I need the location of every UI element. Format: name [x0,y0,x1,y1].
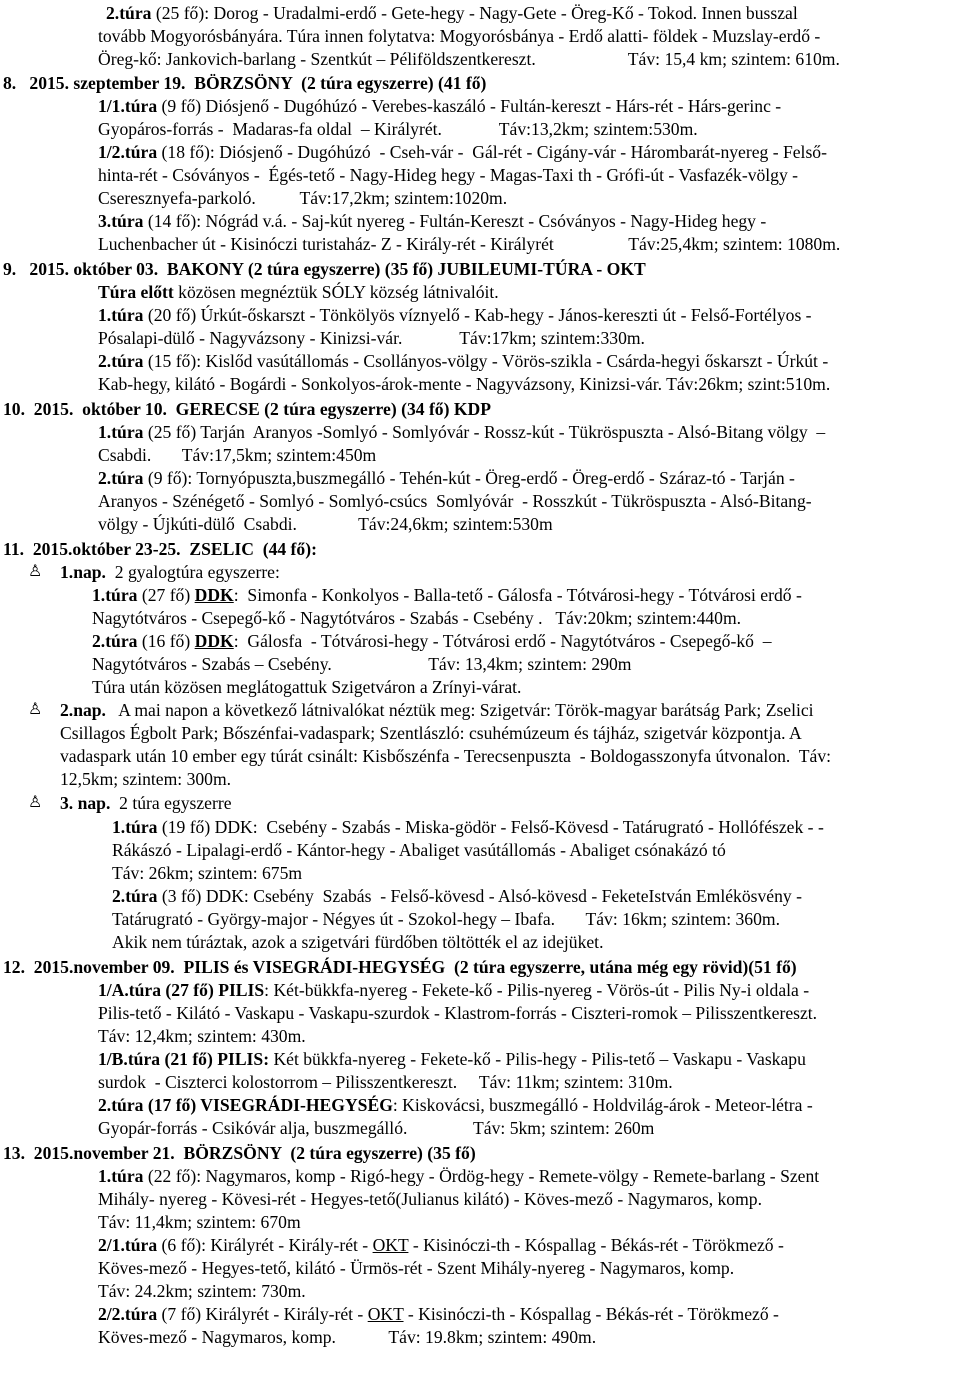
text-segment: 2.nap. [60,700,106,720]
text-line [98,1234,784,1256]
text-segment: 3.túra [98,211,144,231]
text-line [98,350,828,372]
text-segment: 2.túra [98,351,144,371]
text-segment: 2.túra [106,3,152,23]
text-line [98,513,553,535]
text-segment: Táv: 12,4km; szintem: 430m. [98,1026,306,1046]
text-segment: 2.túra (17 fő) VISEGRÁDI-HEGYSÉG [98,1095,393,1115]
text-segment: Öreg-kő: Jankovich-barlang - Szentkút – Péliföldszentkereszt. Táv: 15,4 km; szintem: 610m. [98,49,840,69]
text-line [60,722,802,744]
text-segment: Két bükkfa-nyereg - Fekete-kő - Pilis-hegy - Pilis-tető – Vaskapu - Vaskapu [269,1049,806,1069]
text-segment: Táv: 11,4km; szintem: 670m [98,1212,301,1232]
text-line [60,745,831,767]
text-segment: (6 fő): Királyrét - Király-rét - [157,1235,373,1255]
text-segment: (14 fő): Nógrád v.á. - Saj-kút nyereg - Fultán-Kereszt - Csóványos - Nagy-Hideg hegy - [143,211,767,231]
text-segment: Luchenbacher út - Kisinóczi turistaház- Z - Király-rét - Királyrét Táv:25,4km; szintem: 1080m. [98,234,841,254]
text-line [98,1211,301,1233]
text-segment: OKT [372,1235,409,1255]
text-segment: 1.túra [98,305,144,325]
text-line [92,607,741,629]
text-line [3,72,486,94]
text-segment: tovább Mogyorósbányára. Túra innen folytatva: Mogyorósbánya - Erdő alatti- földek - Muzslay-erdő - [98,26,821,46]
text-segment: Táv: 24.2km; szintem: 730m. [98,1281,306,1301]
text-segment: 12,5km; szintem: 300m. [60,769,232,789]
text-segment: hinta-rét - Csóványos - Égés-tető - Nagy-Hideg hegy - Magas-Taxi th - Grófi-út - Vasfazék-völgy - [98,165,799,185]
text-line [98,1188,762,1210]
text-line [3,1142,476,1164]
text-line [92,584,802,606]
text-segment: 3. nap. [60,793,111,813]
text-segment: Köves-mező - Hegyes-tető, kilátó - Ürmös-rét - Szent Mihály-nyereg - Nagymaros, komp. [98,1258,735,1278]
text-line [98,1071,673,1093]
text-segment: 1/1.túra [98,96,158,116]
text-segment: 11. 2015.október 23-25. ZSELIC (44 fő): [3,539,317,559]
text-line [98,1048,806,1070]
text-line [98,1165,819,1187]
text-segment: vadaspark után 10 ember egy túrát csinált: Kisbőszénfa - Terecsenpuszta - Boldogasszonyfa útvonalon. Táv: [60,746,832,766]
text-line [3,398,491,420]
hiker-icon: ♙ [28,794,43,811]
text-line [98,48,840,70]
text-line [92,630,772,652]
text-segment: 12. 2015.november 09. PILIS és VISEGRÁDI-HEGYSÉG (2 túra egyszerre, utána még egy rövid)(51 fő) [3,957,797,977]
text-segment: Pósalapi-dülő - Nagyvázsony - Kinizsi-vár. Táv:17km; szintem:330m. [98,328,645,348]
hiker-icon: ♙ [28,701,43,718]
text-segment: OKT [367,1304,404,1324]
text-segment: (22 fő): Nagymaros, komp - Rigó-hegy - Ördög-hegy - Remete-völgy - Remete-barlang - Szent [143,1166,820,1186]
text-segment: (7 fő) Királyrét - Király-rét - [157,1304,368,1324]
text-segment: 1/B.túra (21 fő) PILIS: [98,1049,270,1069]
text-line [98,490,812,512]
text-segment: (9 fő): Tornyópuszta,buszmegálló - Tehén-kút - Öreg-erdő - Öreg-erdő - Száraz-tó - Tarján - [143,468,795,488]
text-segment: : Kiskovácsi, buszmegálló - Holdvilág-árok - Meteor-létra - [392,1095,813,1115]
text-segment: (3 fő) DDK: Csebény Szabás - Felső-kövesd - Alsó-kövesd - FeketeIstván Emlékösvény - [157,886,802,906]
text-line [98,164,798,186]
text-segment: (25 fő): Dorog - Uradalmi-erdő - Gete-hegy - Nagy-Gete - Öreg-Kő - Tokod. Innen busszal [151,3,798,23]
text-line [98,1303,779,1325]
text-segment: DDK [194,631,234,651]
text-segment: Rákászó - Lipalagi-erdő - Kántor-hegy - Abaliget vasútállomás - Abaliget csónakázó tó [112,840,726,860]
text-segment: (27 fő) [137,585,195,605]
text-line [112,885,802,907]
text-line [98,1002,817,1024]
text-line [98,373,830,395]
text-line [112,931,603,953]
text-segment: Túra után közösen meglátogattuk Szigetváron a Zrínyi-várat. [92,677,522,697]
text-segment: - Kisinóczi-th - Kóspallag - Békás-rét - Törökmező - [403,1304,779,1324]
text-line [98,444,376,466]
text-line [98,421,825,443]
text-line [112,816,824,838]
text-line [98,25,820,47]
text-line [98,281,499,303]
text-segment: Kab-hegy, kilátó - Bogárdi - Sonkolyos-árok-mente - Nagyvázsony, Kinizsi-vár. Táv:26km; szint:510m. [98,374,831,394]
text-segment: Akik nem túráztak, azok a szigetvári fürdőben töltötték el az idejüket. [112,932,604,952]
text-segment: 1.túra [112,817,158,837]
text-segment: : Simonfa - Konkolyos - Balla-tető - Gálosfa - Tótvárosi-hegy - Tótvárosi erdő - [233,585,802,605]
text-line [60,768,231,790]
text-segment: DDK [194,585,234,605]
text-segment: A mai napon a következő látnivalókat néztük meg: Szigetvár: Török-magyar barátság Park; Zselici [105,700,814,720]
text-line [60,699,814,721]
text-line [98,979,809,1001]
text-segment: közösen megnéztük SÓLY község látnivalóit. [173,282,499,302]
text-segment: 2/2.túra [98,1304,158,1324]
text-segment: 1.túra [98,1166,144,1186]
text-line [92,653,631,675]
text-segment: 2.túra [112,886,158,906]
text-segment: 13. 2015.november 21. BÖRZSÖNY (2 túra egyszerre) (35 fő) [3,1143,476,1163]
text-segment: : Gálosfa - Tótvárosi-hegy - Tótvárosi erdő - Nagytótváros - Csepegő-kő – [233,631,772,651]
text-segment: 2.túra [98,468,144,488]
text-segment: völgy - Újkúti-dülő Csabdi. Táv:24,6km; szintem:530m [98,514,553,534]
text-line [60,792,232,814]
text-line [98,1025,306,1047]
text-line [112,908,780,930]
text-segment: (25 fő) Tarján Aranyos -Somlyó - Somlyóvár - Rossz-kút - Tükröspuszta - Alsó-Bitang völgy – [143,422,826,442]
text-segment: 1.túra [92,585,138,605]
text-line [92,676,521,698]
text-line [60,561,280,583]
text-segment: 2 túra egyszerre [110,793,232,813]
text-line [98,1117,654,1139]
text-line [3,258,646,280]
text-line [98,1280,306,1302]
text-segment: 1.nap. [60,562,106,582]
text-line [98,118,698,140]
text-line [112,862,302,884]
text-segment: 8. 2015. szeptember 19. BÖRZSÖNY (2 túra egyszerre) (41 fő) [3,73,487,93]
text-segment: (9 fő) Diósjenő - Dugóhúzó - Verebes-kaszáló - Fultán-kereszt - Hárs-rét - Hárs-gerinc - [157,96,782,116]
text-segment: (16 fő) [137,631,195,651]
text-segment: (19 fő) DDK: Csebény - Szabás - Miska-gödör - Felső-Kövesd - Tatárugrató - Hollófészek - - [157,817,824,837]
text-line [98,1326,596,1348]
text-segment: Túra előtt [98,282,174,302]
text-segment: Gyopáros-forrás - Madaras-fa oldal – Királyrét. Táv:13,2km; szintem:530m. [98,119,698,139]
text-segment: 2 gyalogtúra egyszerre: [105,562,280,582]
text-segment: Pilis-tető - Kilátó - Vaskapu - Vaskapu-szurdok - Klastrom-forrás - Ciszteri-romok – Pilisszentkereszt. [98,1003,818,1023]
text-segment: (18 fő): Diósjenő - Dugóhúzó - Cseh-vár - Gál-rét - Cigány-vár - Hárombarát-nyereg - Felső- [157,142,827,162]
text-segment: Nagytótváros - Szabás – Csebény. Táv: 13,4km; szintem: 290m [92,654,632,674]
text-segment: 10. 2015. október 10. GERECSE (2 túra egyszerre) (34 fő) KDP [3,399,492,419]
text-segment: Mihály- nyereg - Kövesi-rét - Hegyes-tető(Julianus kilátó) - Köves-mező - Nagymaros, komp. [98,1189,762,1209]
text-line [98,327,645,349]
text-line [112,839,726,861]
text-segment: Aranyos - Szénégető - Somlyó - Somlyó-csúcs Somlyóvár - Rosszkút - Tükröspuszta - Alsó-Bitang- [98,491,812,511]
text-segment: Táv: 26km; szintem: 675m [112,863,303,883]
text-line [98,141,827,163]
text-segment: Csillagos Égbolt Park; Bőszénfai-vadaspark; Szentlászló: csuhémúzeum és tájház, szigetvár központja. A [60,723,802,743]
text-segment: (15 fő): Kislőd vasútállomás - Csollányos-völgy - Vörös-szikla - Csárda-hegyi őskarszt - Úrkút - [143,351,829,371]
text-line [98,187,507,209]
text-line [98,1094,813,1116]
text-segment: 9. 2015. október 03. BAKONY (2 túra egyszerre) (35 fő) JUBILEUMI-TÚRA - OKT [3,259,646,279]
text-line [98,210,766,232]
text-segment: Tatárugrató - György-major - Négyes út - Szokol-hegy – Ibafa. Táv: 16km; szintem: 360m. [112,909,780,929]
text-line [3,956,797,978]
text-segment: Köves-mező - Nagymaros, komp. Táv: 19.8km; szintem: 490m. [98,1327,597,1347]
text-segment: Csabdi. Táv:17,5km; szintem:450m [98,445,377,465]
text-line [106,2,798,24]
text-segment: (20 fő) Úrkút-őskarszt - Tönkölyös víznyelő - Kab-hegy - János-kereszti út - Felső-Fortélyos - [143,305,812,325]
text-segment: Nagytótváros - Csepegő-kő - Nagytótváros - Szabás - Csebény . Táv:20km; szintem:440m. [92,608,742,628]
text-segment: Gyopár-forrás - Csikóvár alja, buszmegálló. Táv: 5km; szintem: 260m [98,1118,655,1138]
text-segment: 2.túra [92,631,138,651]
text-line [3,538,317,560]
text-segment: - Kisinóczi-th - Kóspallag - Békás-rét - Törökmező - [408,1235,784,1255]
text-segment: surdok - Ciszterci kolostorrom – Pilisszentkereszt. Táv: 11km; szintem: 310m. [98,1072,673,1092]
text-line [98,304,812,326]
text-segment: 2/1.túra [98,1235,158,1255]
text-line [98,233,840,255]
text-segment: 1/2.túra [98,142,158,162]
text-line [98,1257,734,1279]
hiker-icon: ♙ [28,563,43,580]
text-segment: 1/A.túra (27 fő) PILIS [98,980,265,1000]
text-line [98,467,795,489]
text-line [98,95,781,117]
text-segment: : Két-bükkfa-nyereg - Fekete-kő - Pilis-nyereg - Vörös-út - Pilis Ny-i oldala - [264,980,810,1000]
text-segment: Cseresznyefa-parkoló. Táv:17,2km; szintem:1020m. [98,188,508,208]
text-segment: 1.túra [98,422,144,442]
